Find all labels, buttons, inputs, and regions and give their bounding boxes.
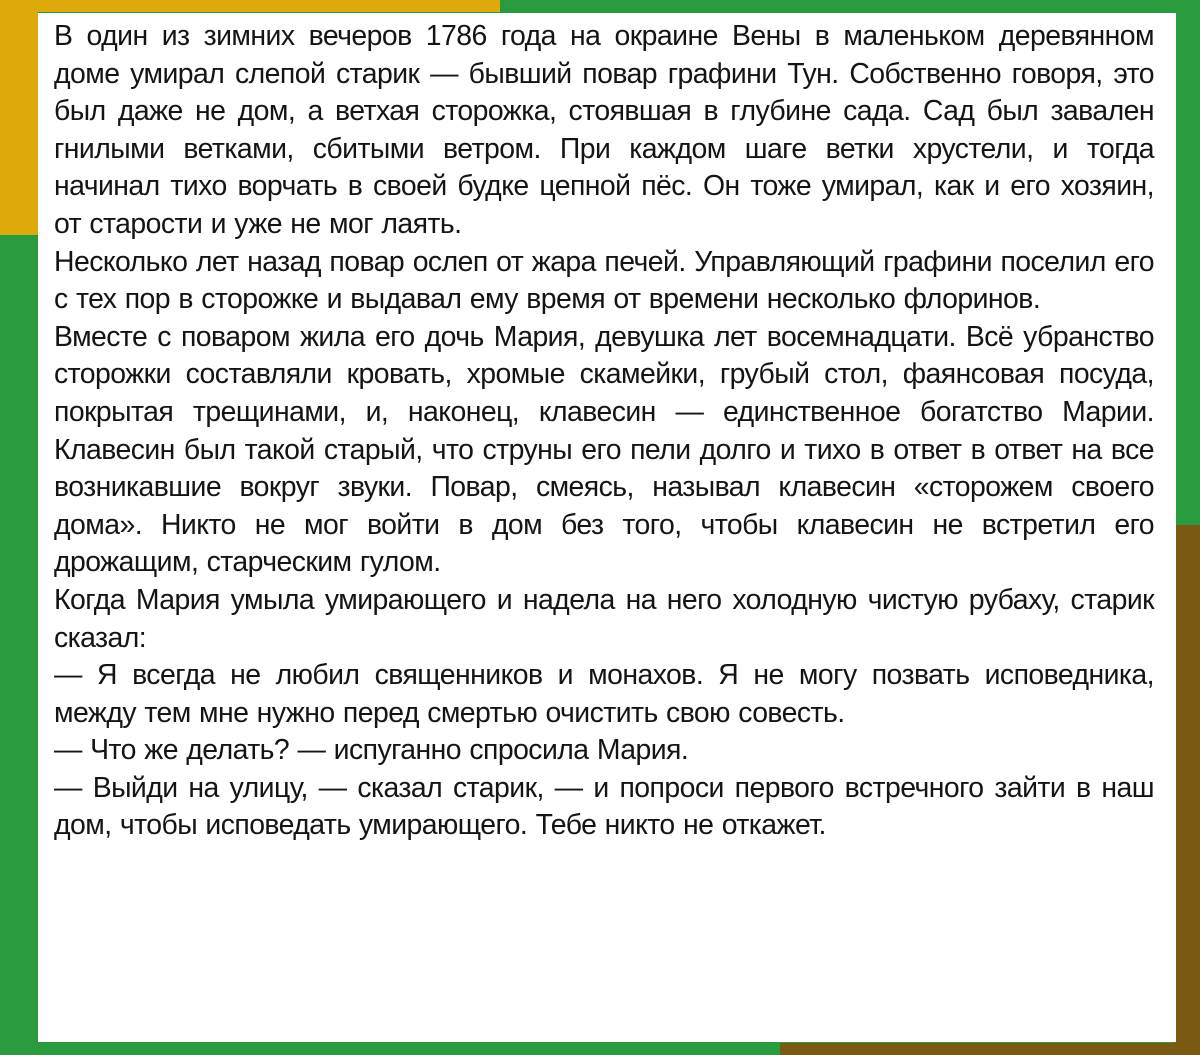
paragraph-1: В один из зимних вечеров 1786 года на окраине Вены в маленьком деревянном доме умирал слепой старик — бывший повар графини Тун. Собственно говоря, это был даже не дом, а ветхая сторожка, стоявшая в глубине сада. Сад был завален гнилыми ветками, сбитыми ветром. При каждом шаге ветки хрустели, и тогда начинал тихо ворчать в своей будке цепной пёс. Он тоже умирал, как и его хозяин, от старости и уже не мог лаять.	[54, 20, 1154, 240]
paragraph-5: Когда Мария умыла умирающего и надела на него холодную чистую рубаху, старик сказал:	[54, 583, 1154, 654]
brown-corner-bottom	[780, 1043, 1200, 1055]
paragraph-4: Клавесин был такой старый, что струны его пели долго и тихо в ответ в ответ на все возникавшие вокруг звуки. Повар, смеясь, называл клавесин «сторожем своего дома». Никто не мог войти в дом без того, чтобы клавесин не встретил его дрожащим, старческим гулом.	[54, 433, 1154, 579]
brown-corner-right	[1174, 525, 1200, 1055]
paragraph-8: — Выйди на улицу, — сказал старик, — и попроси первого встречного зайти в наш дом, чтобы исповедать умирающего. Тебе никто не откажет.	[54, 771, 1154, 842]
paragraph-3: Вместе с поваром жила его дочь Мария, девушка лет восемнадцати. Всё убранство сторожки составляли кровать, хромые скамейки, грубый стол, фаянсовая посуда, покрытая трещинами, и, наконец, клавесин — единственное богатство Марии.	[54, 320, 1154, 428]
text-page	[38, 13, 1176, 1042]
paragraph-6: — Я всегда не любил священников и монахов. Я не могу позвать исповедника, между тем мне нужно перед смертью очистить свою совесть.	[54, 659, 1154, 729]
paragraph-7: — Что же делать? — испуганно спросила Мария.	[54, 734, 689, 767]
yellow-corner-left	[0, 0, 38, 235]
yellow-corner-top	[0, 0, 500, 12]
paragraph-2: Несколько лет назад повар ослеп от жара печей. Управляющий графини поселил его с тех пор в сторожке и выдавал ему время от времени несколько флоринов.	[54, 245, 1154, 316]
